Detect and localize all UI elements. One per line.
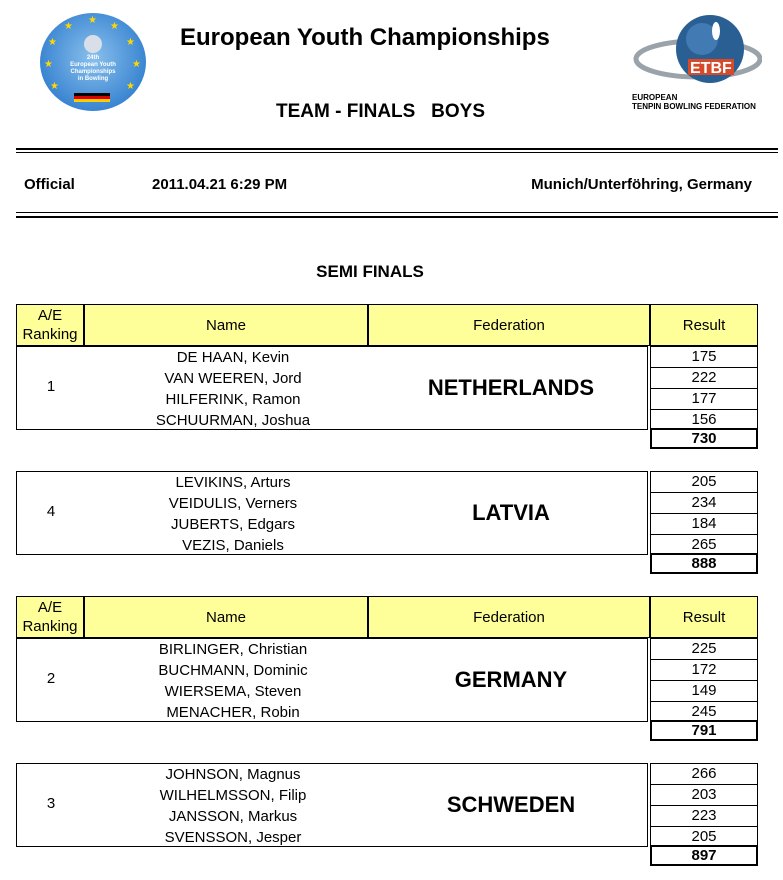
logo-line: in Bowling bbox=[77, 76, 109, 82]
divider bbox=[16, 148, 778, 150]
player-name: VAN WEEREN, Jord bbox=[164, 370, 302, 387]
player-name: BIRLINGER, Christian bbox=[158, 641, 308, 658]
score-column bbox=[650, 471, 758, 555]
player-name: JUBERTS, Edgars bbox=[171, 516, 295, 533]
etbf-logo-text bbox=[632, 93, 756, 111]
player-name: VEZIS, Daniels bbox=[182, 537, 284, 554]
team-row bbox=[16, 346, 648, 430]
player-name: LEVIKINS, Arturs bbox=[175, 474, 291, 491]
player-name: WILHELMSSON, Filip bbox=[159, 787, 307, 804]
player-name: DE HAAN, Kevin bbox=[176, 349, 290, 366]
divider bbox=[16, 152, 778, 153]
federation-name: SCHWEDEN bbox=[446, 792, 576, 817]
etbf-emblem bbox=[632, 13, 762, 91]
team-rank: 4 bbox=[46, 503, 56, 520]
player-name: BUCHMANN, Dominic bbox=[158, 662, 308, 679]
team-total: 888 bbox=[650, 553, 758, 574]
player-name: SVENSSON, Jesper bbox=[164, 829, 302, 846]
federation-name: GERMANY bbox=[454, 667, 568, 692]
column-header-name: Name bbox=[84, 304, 368, 346]
player-score: 225 bbox=[651, 639, 757, 660]
player-score: 149 bbox=[651, 681, 757, 702]
player-name: SCHUURMAN, Joshua bbox=[155, 412, 311, 429]
player-name: JANSSON, Markus bbox=[168, 808, 298, 825]
date-time: 2011.04.21 6:29 PM bbox=[152, 176, 288, 193]
divider bbox=[16, 216, 778, 218]
team-row bbox=[16, 471, 648, 555]
status-label: Official bbox=[24, 176, 75, 193]
score-column bbox=[650, 763, 758, 847]
etbf-line-2: TENPIN BOWLING FEDERATION bbox=[632, 102, 756, 111]
federation-name: LATVIA bbox=[472, 500, 550, 525]
player-name: JOHNSON, Magnus bbox=[165, 766, 301, 783]
column-header-result: Result bbox=[650, 596, 758, 638]
bowling-ball-icon bbox=[84, 35, 102, 53]
championship-logo-text bbox=[58, 55, 128, 83]
team-total: 791 bbox=[650, 720, 758, 741]
player-score: 175 bbox=[651, 347, 757, 368]
column-header-ranking: A/E Ranking bbox=[16, 596, 84, 638]
column-header-ranking: A/E Ranking bbox=[16, 304, 84, 346]
player-score: 184 bbox=[651, 514, 757, 535]
player-score: 245 bbox=[691, 703, 717, 720]
player-score: 205 bbox=[691, 828, 717, 845]
location: Munich/Unterföhring, Germany bbox=[531, 176, 752, 193]
column-header-result: Result bbox=[650, 304, 758, 346]
team-rank: 2 bbox=[46, 670, 56, 687]
score-column bbox=[650, 638, 758, 722]
document-title: European Youth Championships bbox=[180, 24, 550, 51]
player-score: 156 bbox=[691, 411, 717, 428]
document-subtitle: TEAM - FINALS BOYS bbox=[276, 101, 485, 122]
team-rank: 1 bbox=[46, 378, 56, 395]
team-total: 897 bbox=[650, 845, 758, 866]
etbf-logo-icon bbox=[632, 13, 762, 113]
section-title: SEMI FINALS bbox=[316, 262, 424, 281]
logo-line: European Youth bbox=[70, 62, 116, 68]
column-header-federation: Federation bbox=[368, 304, 650, 346]
etbf-line-1: EUROPEAN bbox=[632, 93, 678, 102]
player-score: 222 bbox=[651, 368, 757, 389]
svg-text:ETBF: ETBF bbox=[690, 60, 732, 77]
player-score: 234 bbox=[651, 493, 757, 514]
player-score: 172 bbox=[651, 660, 757, 681]
player-name: WIERSEMA, Steven bbox=[164, 683, 302, 700]
team-row bbox=[16, 638, 648, 722]
player-score: 205 bbox=[651, 472, 757, 493]
federation-name: NETHERLANDS bbox=[427, 375, 595, 400]
player-name: VEIDULIS, Verners bbox=[168, 495, 298, 512]
logo-line: Championships bbox=[70, 69, 116, 75]
player-score: 177 bbox=[651, 389, 757, 410]
player-name: MENACHER, Robin bbox=[166, 704, 300, 721]
championship-logo-icon: ★ ★ ★ ★ ★ ★ ★ ★ ★ 24th European Youth Championships in Bowling bbox=[40, 13, 146, 111]
player-score: 266 bbox=[651, 764, 757, 785]
column-header-name: Name bbox=[84, 596, 368, 638]
divider bbox=[16, 212, 778, 213]
team-total: 730 bbox=[650, 428, 758, 449]
logo-line: 24th bbox=[86, 55, 100, 61]
team-row bbox=[16, 763, 648, 847]
column-header-federation: Federation bbox=[368, 596, 650, 638]
score-column bbox=[650, 346, 758, 430]
german-flag-icon bbox=[74, 93, 110, 102]
player-name: HILFERINK, Ramon bbox=[165, 391, 301, 408]
player-score: 203 bbox=[651, 785, 757, 806]
player-score: 223 bbox=[651, 806, 757, 827]
player-score: 265 bbox=[691, 536, 717, 553]
team-rank: 3 bbox=[46, 795, 56, 812]
